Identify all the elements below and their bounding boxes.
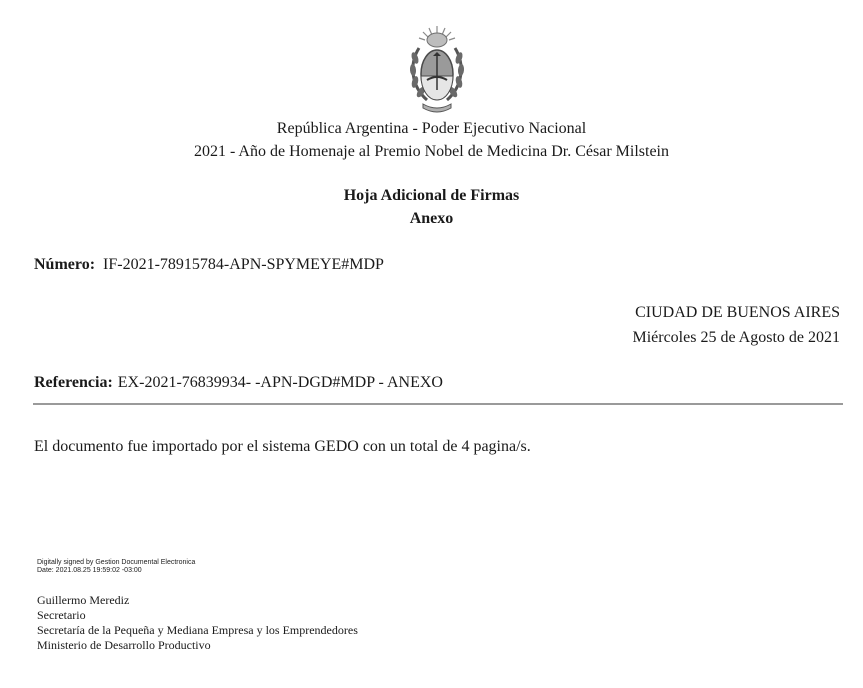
signer-name: Guillermo Merediz [37, 593, 130, 607]
city: CIUDAD DE BUENOS AIRES [635, 304, 840, 321]
numero-value: IF-2021-78915784-APN-SPYMEYE#MDP [103, 256, 384, 273]
divider [33, 403, 843, 405]
numero-label: Número: [34, 256, 96, 273]
digital-signature-line-1: Digitally signed by Gestion Documental Electronica [37, 559, 196, 566]
signer-block [37, 593, 358, 653]
digital-signature-date: Date: 2021.08.25 19:59:02 -03:00 [37, 567, 142, 574]
header-line-2: 2021 - Año de Homenaje al Premio Nobel de Medicina Dr. César Milstein [193, 143, 669, 160]
header-line-1: República Argentina - Poder Ejecutivo Nacional [276, 120, 587, 137]
document-subtitle: Anexo [409, 210, 454, 227]
referencia-value: EX-2021-76839934- -APN-DGD#MDP - ANEXO [117, 374, 443, 391]
referencia-label: Referencia: [34, 374, 113, 391]
signer-role: Secretario [37, 608, 86, 622]
referencia-row [34, 374, 443, 392]
document-title: Hoja Adicional de Firmas [343, 187, 520, 204]
date: Miércoles 25 de Agosto de 2021 [632, 329, 840, 346]
digital-signature-stamp [37, 559, 195, 575]
numero-row [34, 256, 384, 274]
coat-of-arms-icon [405, 24, 469, 116]
signer-ministry: Ministerio de Desarrollo Productivo [37, 638, 211, 652]
signer-office: Secretaría de la Pequeña y Mediana Empresa y los Emprendedores [37, 623, 358, 637]
body-text: El documento fue importado por el sistema GEDO con un total de 4 pagina/s. [34, 438, 531, 455]
